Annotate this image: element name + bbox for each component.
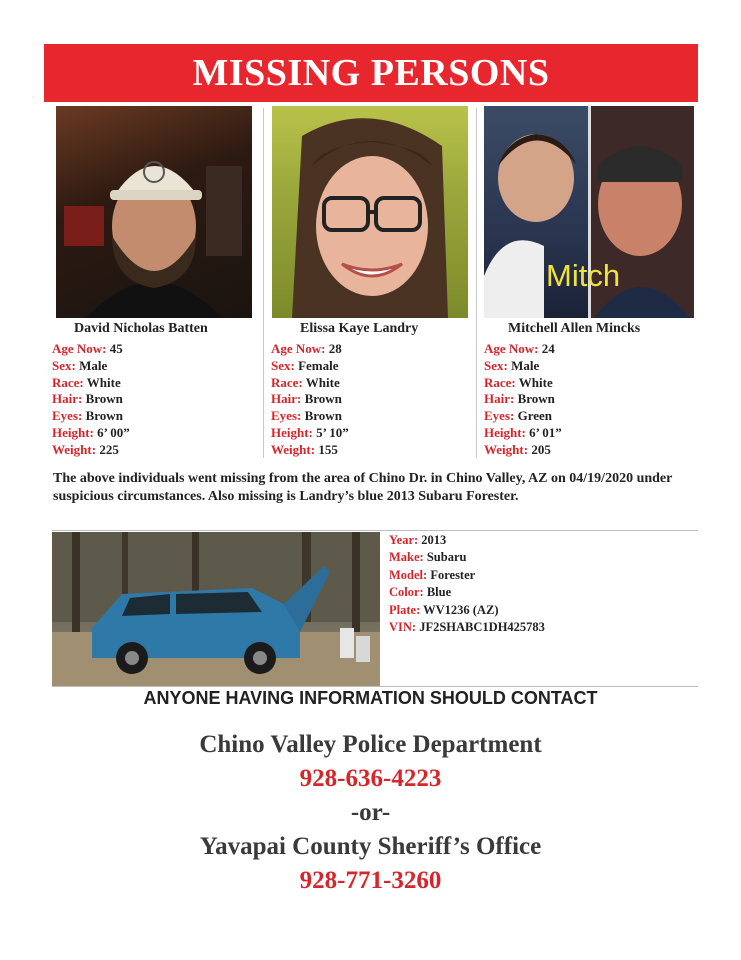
sex-value: Male [79, 357, 108, 373]
race-value: White [86, 374, 121, 390]
divider [52, 530, 698, 531]
person-facts [484, 341, 562, 459]
person-name: David Nicholas Batten [74, 321, 208, 336]
weight-value: 155 [318, 441, 338, 457]
weight-label: Weight: [52, 441, 97, 457]
race-label: Race: [271, 374, 303, 390]
eyes-value: Brown [304, 408, 342, 424]
person-photo [484, 106, 694, 318]
race-label: Race: [484, 374, 516, 390]
age-label: Age Now: [52, 341, 107, 356]
person-name: Elissa Kaye Landry [300, 321, 419, 336]
hair-label: Hair: [484, 391, 515, 407]
hair-value: Brown [304, 391, 342, 407]
weight-label: Weight: [484, 441, 529, 457]
contact-phone-chino-valley-pd: 928-636-4223 [299, 765, 442, 792]
person-facts [271, 341, 349, 459]
make-label: Make: [389, 550, 424, 565]
contact-or-separator: -or- [350, 799, 391, 826]
color-label: Color: [389, 585, 424, 600]
height-label: Height: [484, 424, 526, 440]
height-label: Height: [52, 424, 94, 440]
year-label: Year: [389, 533, 419, 547]
model-value: Forester [430, 567, 476, 582]
hair-label: Hair: [52, 391, 83, 407]
height-value: 5’ 10” [316, 424, 349, 440]
vin-label: VIN: [389, 620, 417, 635]
color-value: Blue [426, 585, 452, 600]
plate-value: WV1236 (AZ) [423, 602, 499, 617]
eyes-label: Eyes: [271, 408, 302, 424]
person-name: Mitchell Allen Mincks [508, 321, 641, 336]
person-photo [272, 106, 468, 318]
year-value: 2013 [421, 533, 447, 547]
eyes-value: Brown [85, 408, 123, 424]
eyes-label: Eyes: [484, 408, 515, 424]
race-value: White [518, 374, 553, 390]
make-value: Subaru [426, 550, 467, 565]
hair-value: Brown [517, 391, 555, 407]
eyes-label: Eyes: [52, 408, 83, 424]
weight-value: 225 [99, 441, 119, 457]
vehicle-photo [52, 532, 380, 686]
person-photo [56, 106, 252, 318]
divider [263, 108, 264, 458]
weight-label: Weight: [271, 441, 316, 457]
contact-phone-yavapai-sheriff: 928-771-3260 [299, 867, 442, 894]
height-value: 6’ 00” [97, 424, 130, 440]
age-label: Age Now: [271, 341, 326, 356]
height-value: 6’ 01” [529, 424, 562, 440]
weight-value: 205 [531, 441, 551, 457]
header-banner [44, 44, 698, 102]
page-title: MISSING PERSONS [192, 52, 550, 94]
sex-value: Female [298, 357, 339, 373]
plate-label: Plate: [389, 602, 421, 617]
incident-description: The above individuals went missing from the area of Chino Dr. in Chino Valley, AZ on 04/19/2020 under suspicious circumstances. Also missing is Landry’s blue 2013 Subaru Forester. [53, 471, 673, 504]
vin-value: JF2SHABC1DH425783 [419, 620, 545, 635]
contact-heading: ANYONE HAVING INFORMATION SHOULD CONTACT [143, 688, 598, 708]
sex-label: Sex: [271, 357, 295, 373]
age-value: 45 [109, 341, 123, 356]
person-facts [52, 341, 130, 459]
hair-value: Brown [85, 391, 123, 407]
sex-label: Sex: [484, 357, 508, 373]
age-label: Age Now: [484, 341, 539, 356]
sex-value: Male [511, 357, 540, 373]
hair-label: Hair: [271, 391, 302, 407]
height-label: Height: [271, 424, 313, 440]
eyes-value: Green [517, 408, 553, 424]
race-value: White [305, 374, 340, 390]
photo-caption: Mitch [546, 258, 621, 293]
age-value: 24 [541, 341, 555, 356]
divider [52, 686, 698, 687]
contact-org-chino-valley-pd: Chino Valley Police Department [199, 731, 542, 758]
race-label: Race: [52, 374, 84, 390]
age-value: 28 [328, 341, 342, 356]
sex-label: Sex: [52, 357, 76, 373]
model-label: Model: [389, 567, 428, 582]
contact-org-yavapai-sheriff: Yavapai County Sheriff’s Office [199, 833, 542, 860]
divider [476, 108, 477, 458]
vehicle-details [389, 532, 545, 636]
